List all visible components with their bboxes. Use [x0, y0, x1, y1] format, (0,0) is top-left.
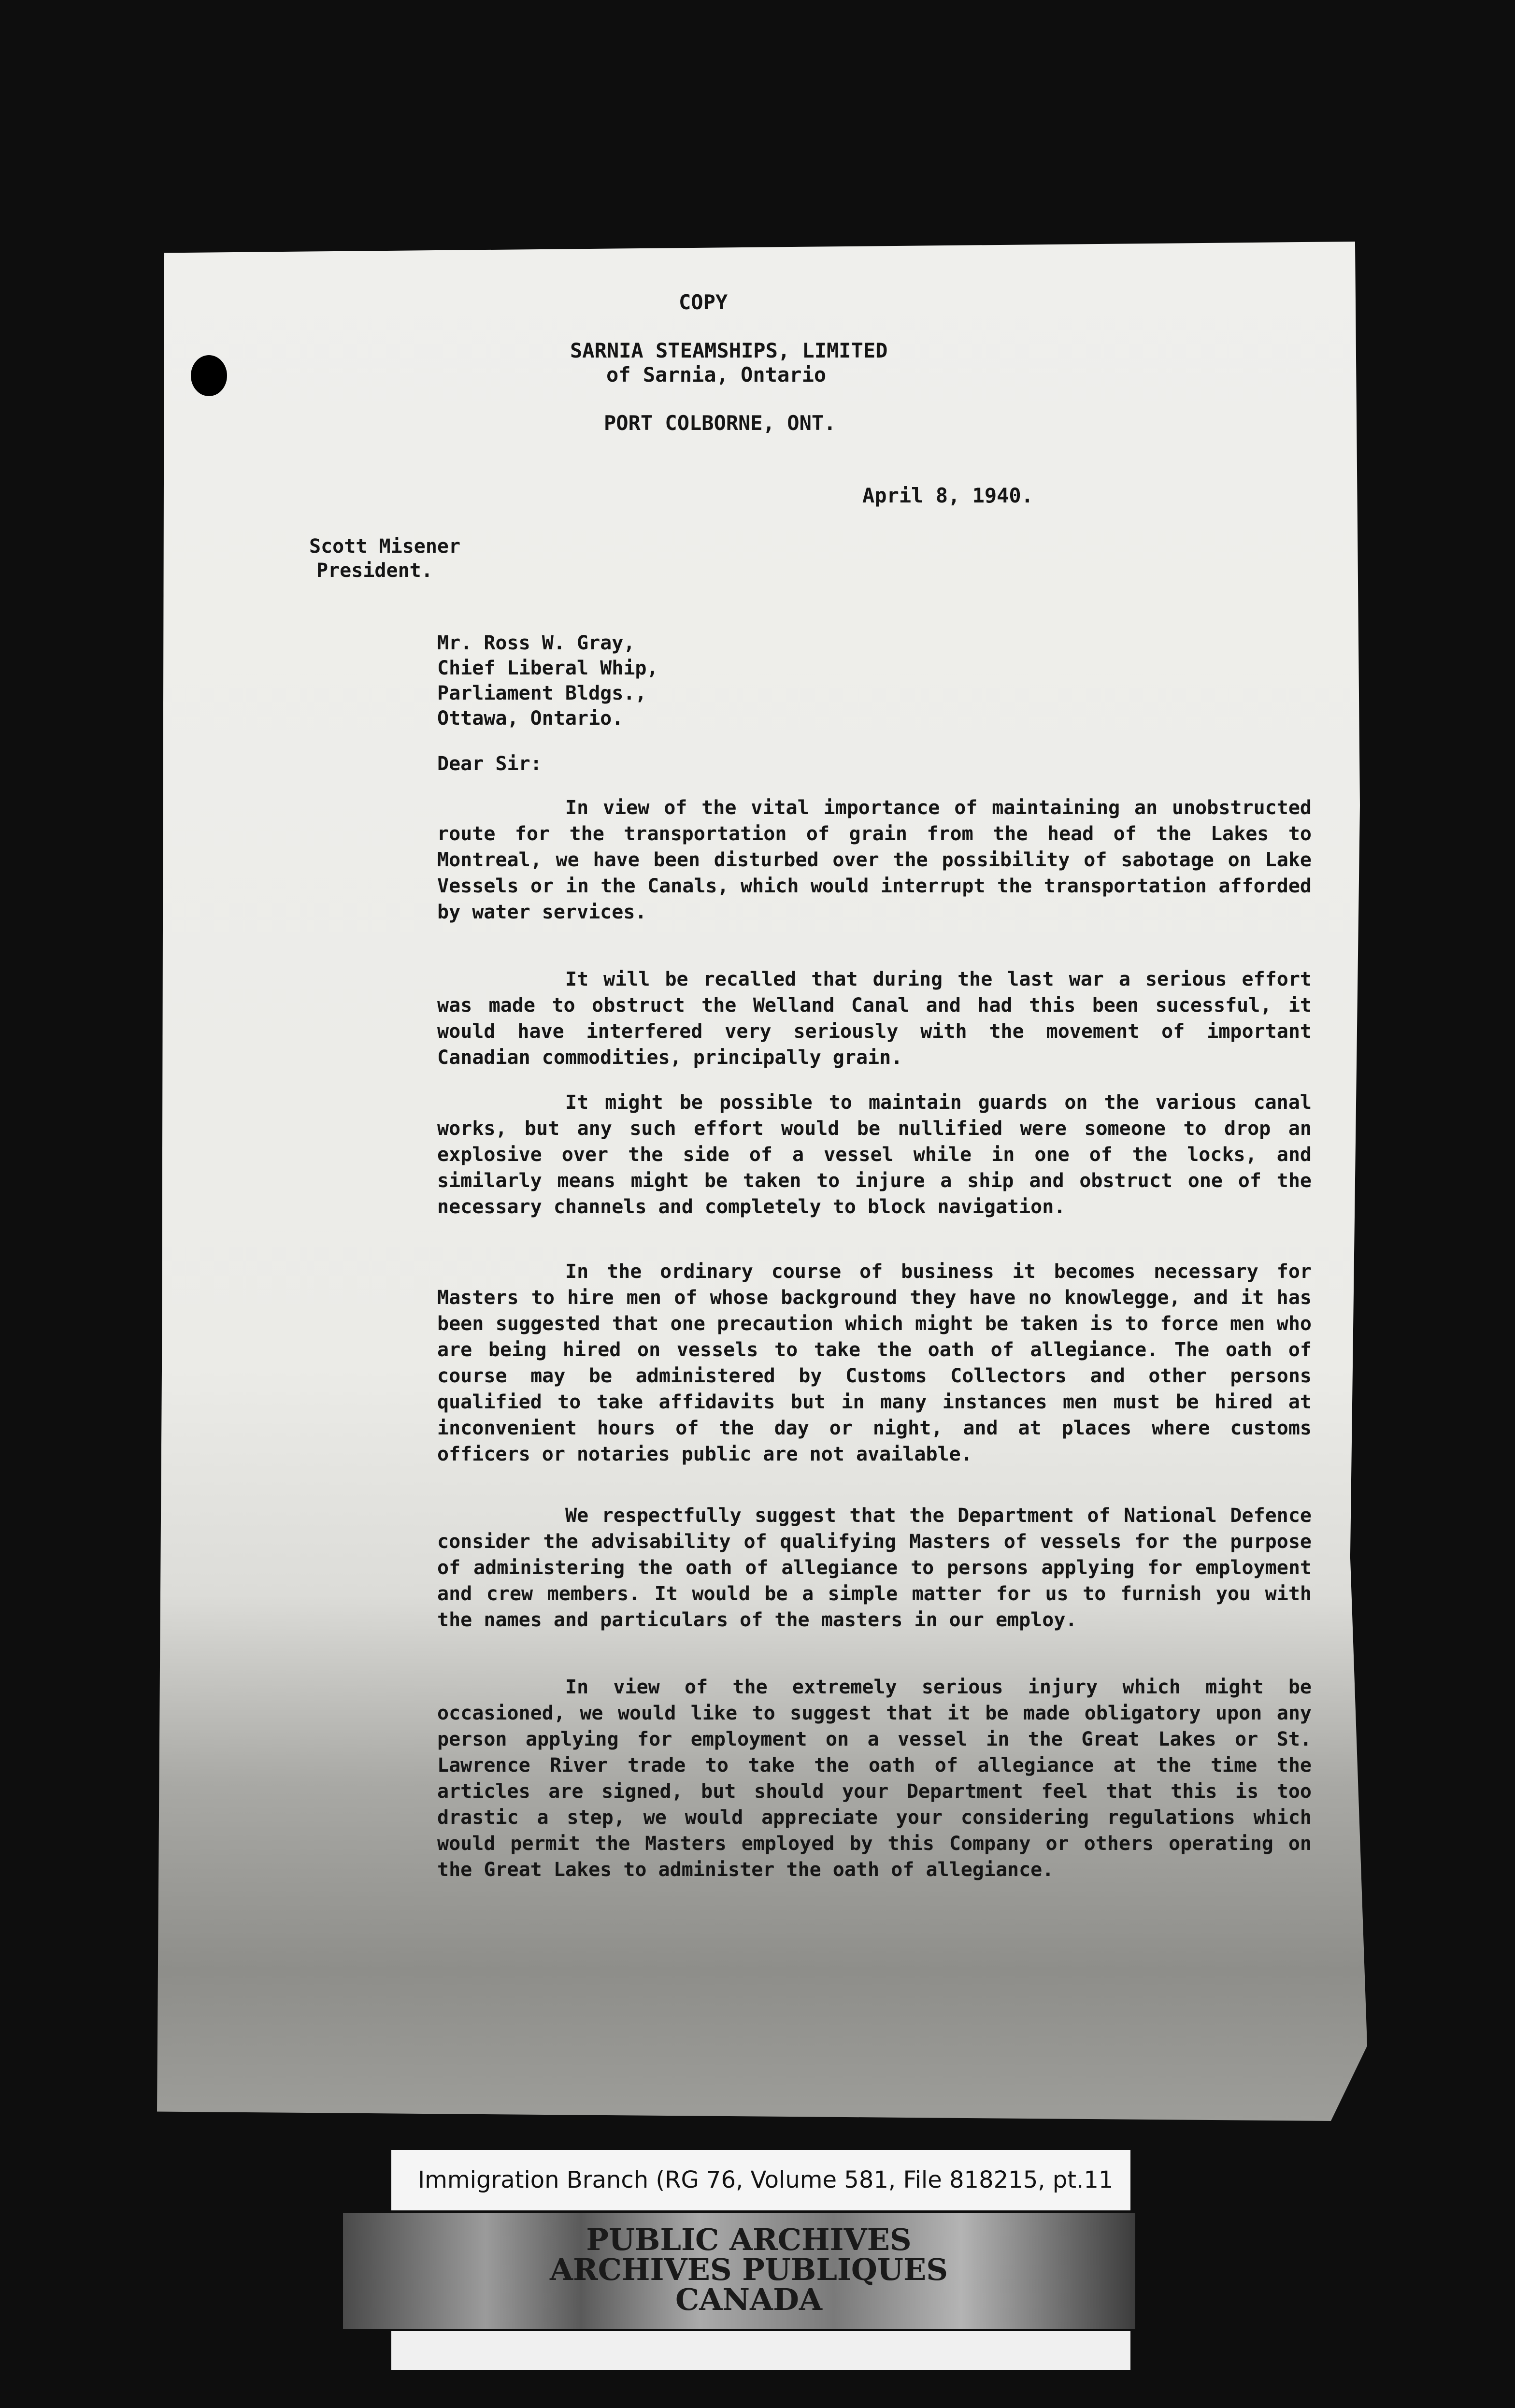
body-paragraph: We respectfully suggest that the Department of National Defence consider the advisability of qualifying Masters of vessels for the purpose of administering the oath of allegiance to persons applying for employment and crew members. It would be a simple matter for us to furnish you with the names and particulars of the masters in our employ.: [437, 1505, 1312, 1631]
archives-stamp: [343, 2213, 1135, 2329]
body-paragraph: It will be recalled that during the last war a serious effort was made to obstruct the Welland Canal and had this been sucessful, it would have interfered very seriously with the movement of important Canadian commodities, principally grain.: [437, 968, 1312, 1069]
salutation: Dear Sir:: [437, 753, 542, 775]
recipient-line: Ottawa, Ontario.: [437, 707, 624, 730]
punch-hole: [191, 355, 227, 396]
body-paragraph: In view of the vital importance of maintaining an unobstructed route for the transportation of grain from the head of the Lakes to Montreal, we have been disturbed over the possibility of sabotage on Lake Vessels or in the Canals, which would interrupt the transportation afforded by water services.: [437, 797, 1312, 923]
office-location: PORT COLBORNE, ONT.: [604, 411, 836, 435]
recipient-line: Parliament Bldgs.,: [437, 682, 647, 704]
stamp-line: ARCHIVES PUBLIQUES: [549, 2252, 948, 2287]
sender-name: Scott Misener: [309, 535, 461, 558]
recipient-line: Mr. Ross W. Gray,: [437, 632, 635, 654]
stamp-line: PUBLIC ARCHIVES: [586, 2222, 912, 2257]
copy-label: COPY: [679, 290, 728, 314]
body-paragraph: In the ordinary course of business it becomes necessary for Masters to hire men of whose background they have no knowlegge, and it has been suggested that one precaution which might be taken is to force men who are being hired on vessels to take the oath of allegiance. The oath of course may be administered by Customs Collectors and other persons qualified to take affidavits but in many instances men must be hired at inconvenient hours of the day or night, and at places where customs officers or notaries public are not available.: [437, 1261, 1312, 1465]
body-paragraph: It might be possible to maintain guards on the various canal works, but any such effort would be nullified were someone to drop an explosive over the side of a vessel while in one of the locks, and similarly means might be taken to injure a ship and obstruct one of the necessary channels and completely to block navigation.: [437, 1091, 1312, 1218]
sender-title: President.: [316, 559, 433, 582]
stamp-line: CANADA: [675, 2282, 823, 2317]
archive-reference: Immigration Branch (RG 76, Volume 581, File 818215, pt.11: [391, 2150, 1130, 2210]
body-paragraph: In view of the extremely serious injury which might be occasioned, we would like to suggest that it be made obligatory upon any person applying for employment on a vessel in the Great Lakes or St. Lawrence River trade to take the oath of allegiance at the time the articles are signed, but should your Department feel that this is too drastic a step, we would appreciate your considering regulations which would permit the Masters employed by this Company or others operating on the Great Lakes to administer the oath of allegiance.: [437, 1676, 1312, 1881]
film-strip-bar: [391, 2331, 1130, 2370]
company-name: SARNIA STEAMSHIPS, LIMITED: [570, 339, 888, 362]
recipient-line: Chief Liberal Whip,: [437, 657, 658, 679]
letter-date: April 8, 1940.: [862, 484, 1034, 507]
company-location: of Sarnia, Ontario: [606, 363, 827, 387]
